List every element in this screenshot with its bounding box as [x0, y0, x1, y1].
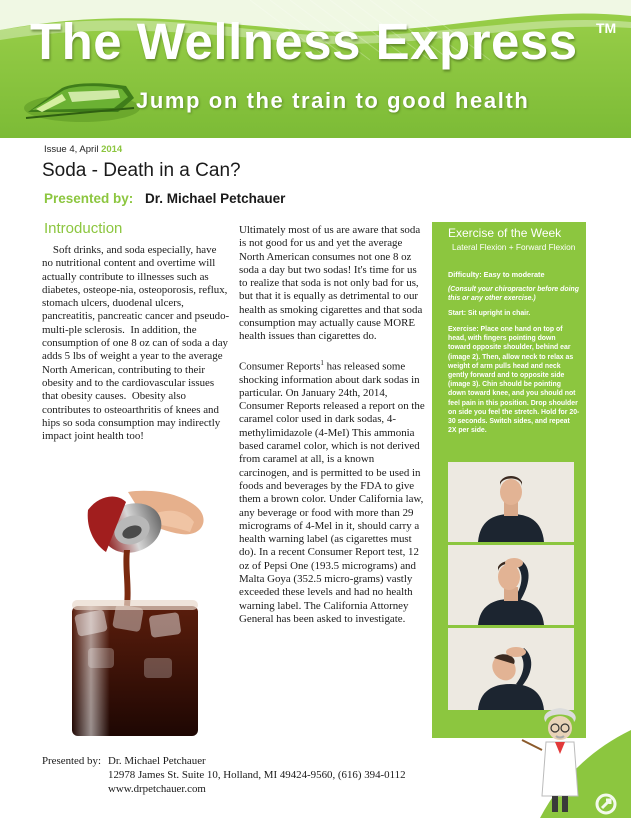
article-column-two	[239, 224, 425, 626]
masthead-title: The Wellness Express	[30, 13, 578, 70]
presented-by-label: Presented by:	[44, 191, 134, 206]
trademark-mark: TM	[596, 20, 617, 36]
sidebar-subtitle: Lateral Flexion + Forward Flexion	[452, 242, 576, 252]
sidebar-start: Start: Sit upright in chair.	[448, 310, 531, 317]
masthead	[0, 0, 631, 138]
train-icon	[22, 68, 140, 126]
soda-pour-image	[58, 488, 212, 738]
issue-line: Issue 4, April 2014	[44, 144, 123, 155]
intro-paragraph: Soft drinks, and soda especially, have no nutritional content and overtime will actually contribute to illnesses such as diabetes, osteope-nia, osteoporosis, reflux, stomach ulcers, duodenal ulcers, pancreatitis, pancreatic cancer and pseudo-multi-ple sclerosis. In addition, the consumption of one 8 oz can of soda a day adds 5 lbs of weight a year to the average North American, contributing to their obesity and to the cardiovascular issues that obesity causes. Obesity also contributes to osteoarthritis of knees and hips so soda consumption may indirectly impact joint health too!	[42, 244, 231, 443]
footnote-ref: 1	[320, 358, 324, 367]
article-paragraph-2-body: has released some shocking information about dark sodas in particular. On January 24th, 2014, Consumer Reports released a report on the caramel color used in dark sodas, 4-methylimidazole (4-MeI) This ammonia based caramel color, which is not derived from caramel at all, is a known carcinogen, and is permitted to be used in foods and beverages by the FDA to give them a brown color. Under California law, any beverage or food with more than 29 micrograms of 4-Mel in it, should carry a health warning label (as cigarettes must do). In a recent Consumer Report test, 12 oz of Pepsi One (193.5 micrograms) and Malta Goya (352.5 micro-grams) vastly exceeded these levels and had no health warning label. The California Attorney General has been asked to investigate.	[239, 360, 425, 625]
presenter-name: Dr. Michael Petchauer	[145, 191, 286, 206]
footer-name: Dr. Michael Petchauer	[108, 755, 206, 767]
footer-presented-label: Presented by:	[42, 755, 101, 767]
footer-website[interactable]: www.drpetchauer.com	[108, 783, 206, 795]
sidebar-exercise: Exercise: Place one hand on top of head, with fingers pointing down toward opposite shoulder, behind ear (image 2). Then, allow neck to relax as weight of arm pulls head and neck gently forward and to opposite side (image 3). Chin should be pointing down toward knee, and you should not feel pain in this position. Drop shoulder on side you feel the stretch. Hold for 20-30 seconds. Switch sides, and repeat 2X per side.	[448, 326, 580, 435]
exercise-photo-1	[448, 462, 574, 542]
sidebar-title: Exercise of the Week	[448, 226, 562, 240]
article-paragraph-2	[239, 357, 425, 627]
article-paragraph-1: Ultimately most of us are aware that soda is not good for us and yet the average North American consumes not one 8 oz soda a day but two sodas! It's time for us to realize that soda is not only bad for us, but that it is equally as detrimental to our health as smoking cigarettes and that soda consumption may actually cause MORE health issues than cigarettes do.	[239, 224, 423, 343]
issue-month: April	[79, 144, 99, 155]
sidebar-consult: (Consult your chiropractor before doing this or any other exercise.)	[448, 286, 579, 303]
exercise-photo-2	[448, 545, 574, 625]
sidebar-difficulty: Difficulty: Easy to moderate	[448, 270, 545, 279]
intro-heading: Introduction	[44, 220, 123, 237]
issue-year: 2014	[101, 144, 123, 155]
masthead-tagline: Jump on the train to good health	[136, 88, 530, 113]
article-headline: Soda - Death in a Can?	[42, 160, 241, 181]
presented-by-line	[44, 191, 285, 206]
issue-number: 4	[69, 144, 75, 155]
exercise-photo-3	[448, 628, 574, 710]
intro-column	[42, 244, 230, 443]
doctor-mascot-icon	[500, 700, 631, 818]
consumer-reports-text: Consumer Reports	[239, 360, 321, 373]
issue-prefix: Issue	[44, 144, 67, 155]
footer-address: 12978 James St. Suite 10, Holland, MI 49424-9560, (616) 394-0112	[108, 769, 406, 781]
